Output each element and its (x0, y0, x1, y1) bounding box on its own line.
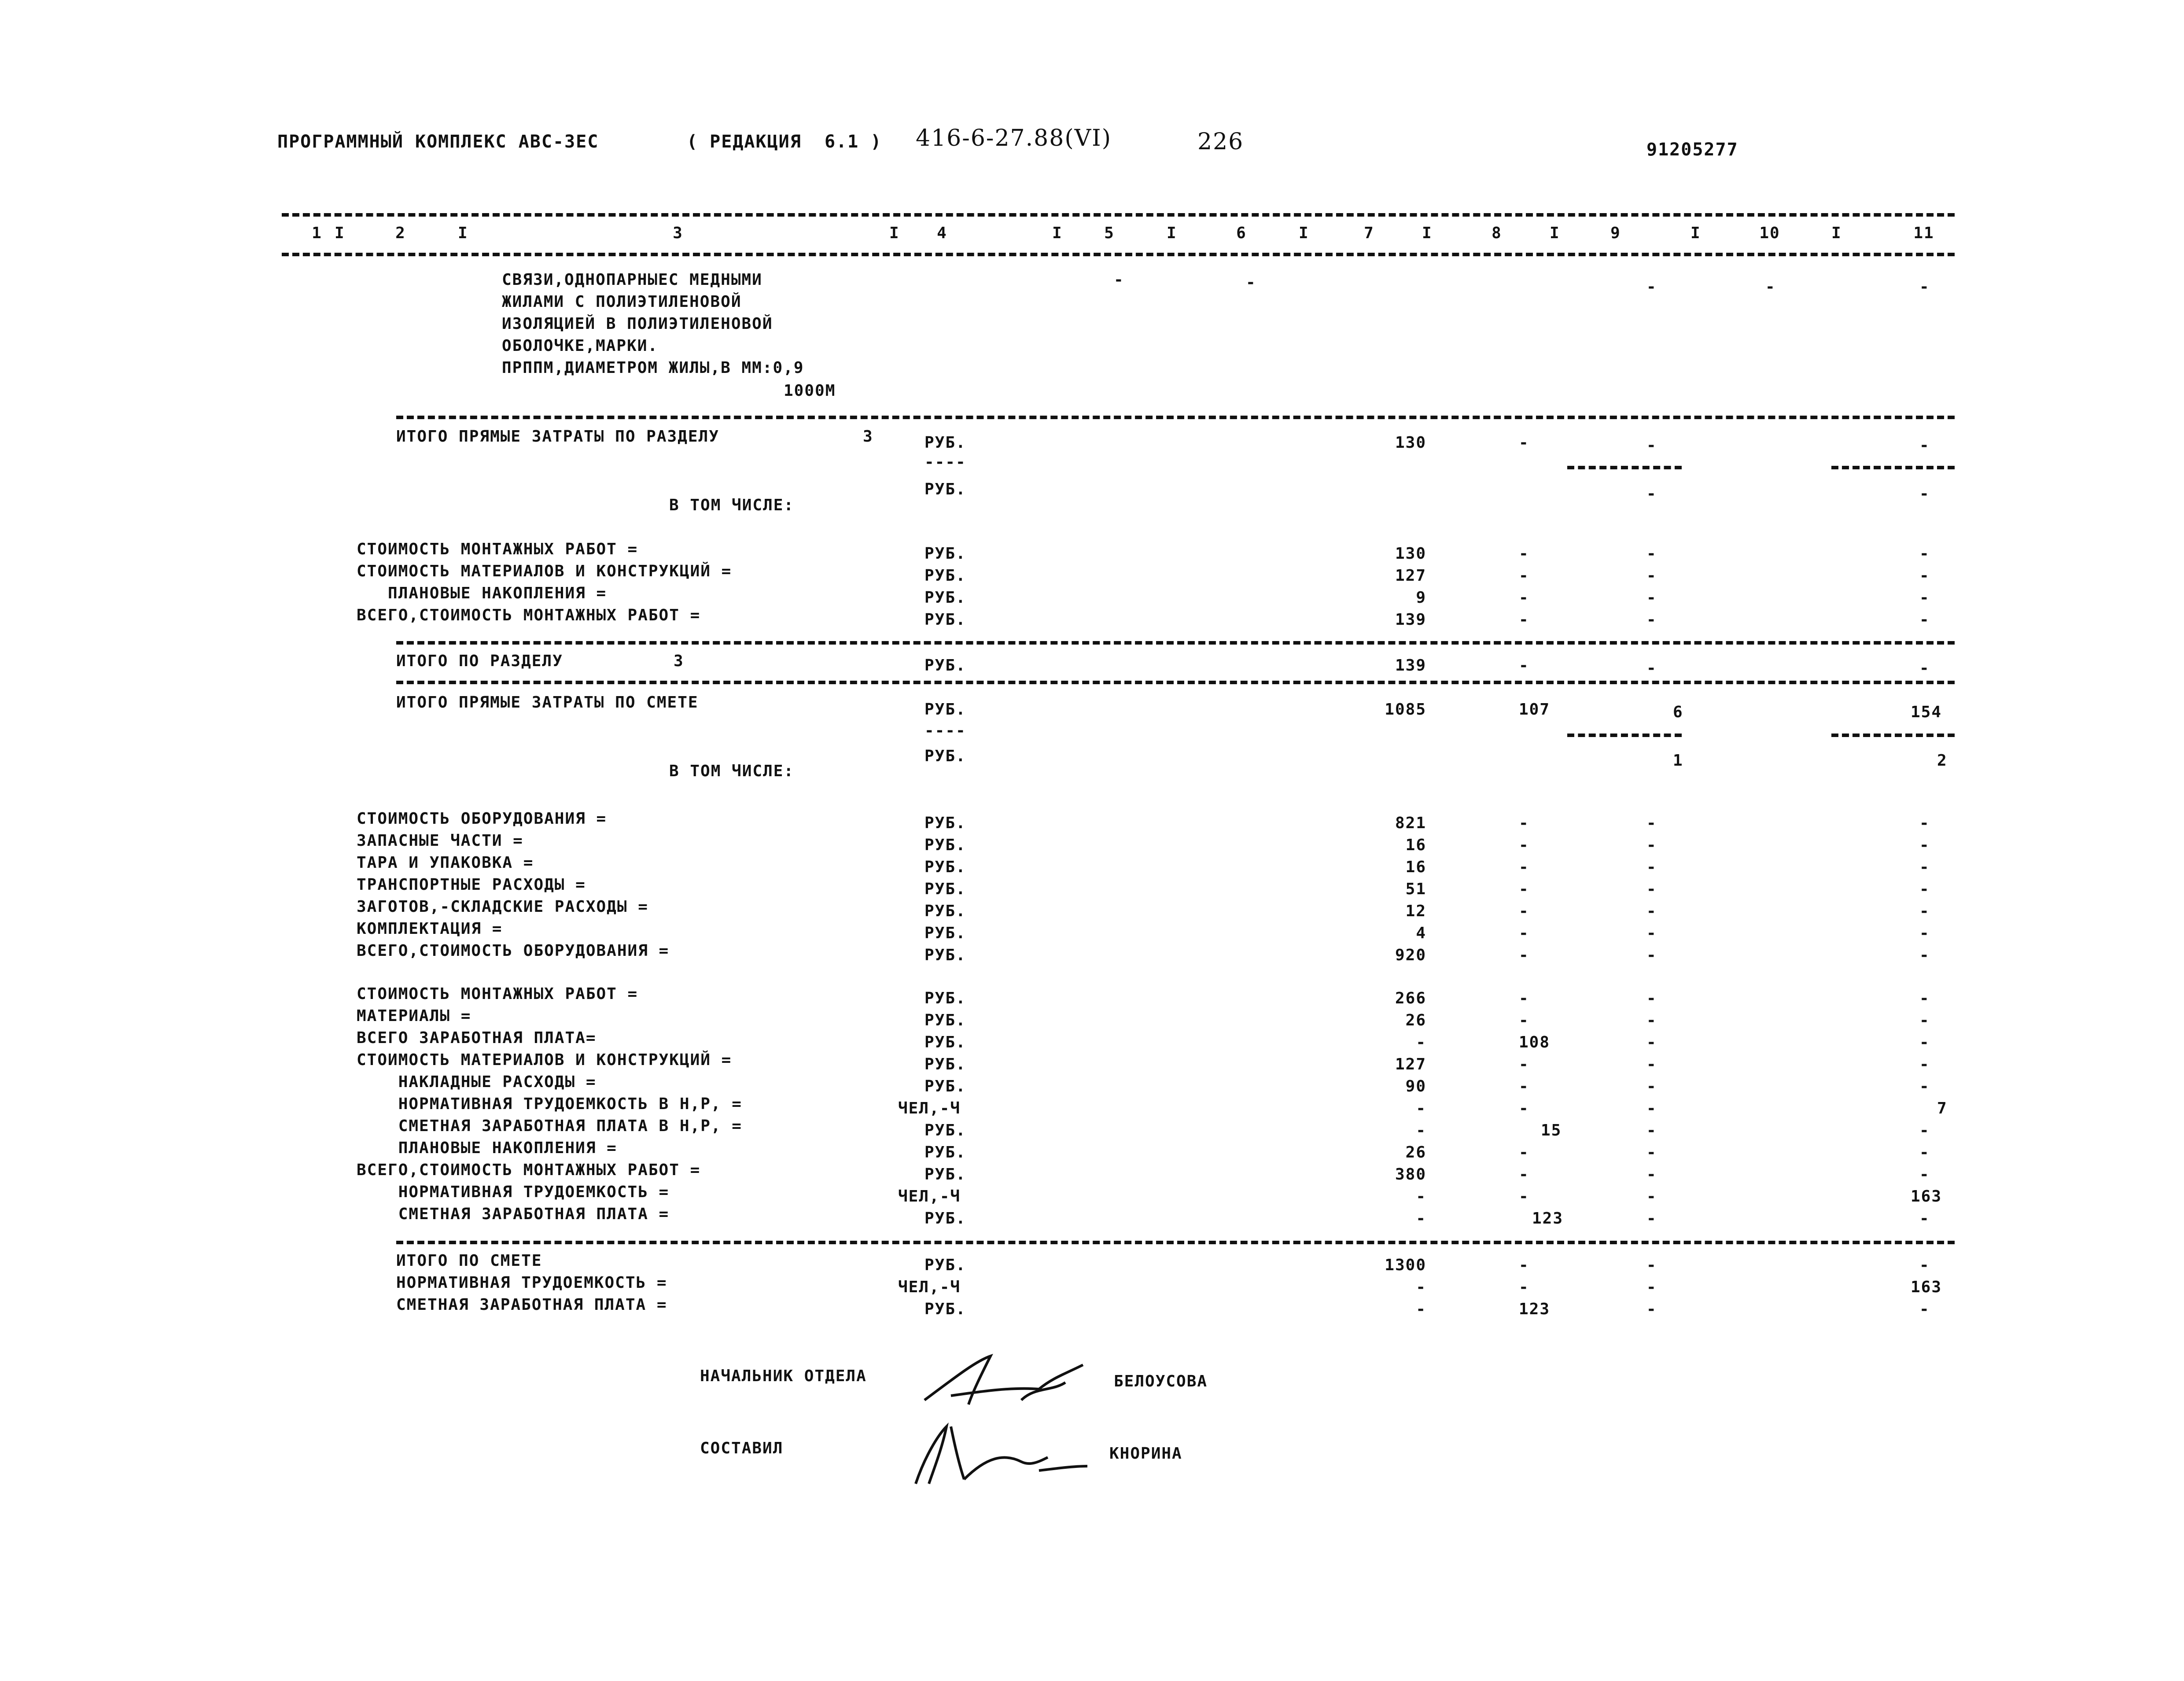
col-number: 1 (312, 224, 322, 242)
compiler-name: КНОРИНА (1109, 1445, 1182, 1463)
col-number: 4 (937, 224, 947, 242)
col-number: 8 (1492, 224, 1502, 242)
compiler-label: СОСТАВИЛ (700, 1439, 784, 1457)
program-name: ПРОГРАММНЫЙ КОМПЛЕКС АВС-3ЕС (277, 132, 599, 152)
head-name: БЕЛОУСОВА (1114, 1372, 1208, 1390)
col-number: 5 (1104, 224, 1115, 242)
estimate-page: ПРОГРАММНЫЙ КОМПЛЕКС АВС-3ЕС ( РЕДАКЦИЯ 6.1 ) 416-6-27.88(VI) 226 91205277 1 2 3 4 5 6 7 8 9 10 11 I I I I I I I I I I СВЯЗИ,ОДНОПАРНЫЕС МЕДНЫМИ ЖИЛАМИ С ПОЛИЭТИЛЕНОВОЙ ИЗОЛЯЦИЕЙ В ПОЛИЭТИЛЕНОВОЙ ОБОЛОЧКЕ,МАРКИ. ПРППМ,ДИАМЕТРОМ ЖИЛЫ,В ММ:0,9 1000М - - - - - ИТОГО ПРЯМЫЕ ЗАТРАТЫ ПО РАЗДЕЛУ 3 РУБ. 130 - - - ---- РУБ. - - В ТОМ ЧИСЛЕ: СТОИМОСТЬ МОНТАЖНЫХ РАБОТ = РУБ. 130 - - - СТОИМОСТЬ МАТЕРИАЛОВ И КОНСТРУКЦИЙ = РУБ. 127 - - - ПЛАНОВЫЕ НАКОПЛЕНИЯ = РУБ. 9 - - - ВСЕГО,СТОИМОСТЬ МОНТАЖНЫХ РАБОТ = РУБ. 139 - - - ИТОГО ПО РАЗДЕЛУ 3 РУБ. 139 - - - ИТОГО ПРЯМЫЕ ЗАТРАТЫ ПО СМЕТЕ РУБ. 1085 107 6 154 ---- РУБ. 1 2 В ТОМ ЧИСЛЕ: СТОИМОСТЬ ОБОРУДОВАНИЯ = РУБ. 821 - - - ЗАПАСНЫЕ ЧАСТИ = РУБ. 16 - - - ТАРА И УПАКОВКА = РУБ. 16 - - - ТРАНСПОРТНЫЕ РАСХОДЫ = РУБ. 51 - - - ЗАГОТОВ,-СКЛАДСКИЕ РАСХОДЫ = РУБ. 12 - - - КОМПЛЕКТАЦИЯ = РУБ. 4 - - - ВСЕГО,СТОИМОСТЬ ОБОРУДОВАНИЯ = РУБ. 920 - - - СТОИМОСТЬ МОНТАЖНЫХ РАБОТ = РУБ. 266 - - - МАТЕРИАЛЫ = РУБ. 26 - - - ВСЕГО ЗАРАБОТНАЯ ПЛАТА= РУБ. - 108 - - СТОИМОСТЬ МАТЕРИАЛОВ И КОНСТРУКЦИЙ = РУБ. 127 - - - НАКЛАДНЫЕ РАСХОДЫ = РУБ. 90 - - - НОРМАТИВНАЯ ТРУДОЕМКОСТЬ В Н,Р, = ЧЕЛ,-Ч - - - 7 СМЕТНАЯ ЗАРАБОТНАЯ ПЛАТА В Н,Р, = РУБ. - 15 - - ПЛАНОВЫЕ НАКОПЛЕНИЯ = РУБ. 26 - - - ВСЕГО,СТОИМОСТЬ МОНТАЖНЫХ РАБОТ = РУБ. 380 - - - НОРМАТИВНАЯ ТРУДОЕМКОСТЬ = ЧЕЛ,-Ч - - - 163 СМЕТНАЯ ЗАРАБОТНАЯ ПЛАТА = РУБ. - 123 - - ИТОГО ПО СМЕТЕ РУБ. 1300 - - - НОРМАТИВНАЯ ТРУДОЕМКОСТЬ = ЧЕЛ,-Ч - - - 163 СМЕТНАЯ ЗАРАБОТНАЯ ПЛАТА = РУБ. - 123 - - НАЧАЛЬНИК ОТДЕЛА БЕЛОУСОВА СОСТАВИЛ КНОРИНА (0, 0, 2184, 1681)
col-number: 2 (395, 224, 406, 242)
col-number: 9 (1610, 224, 1621, 242)
doc-id: 91205277 (1646, 140, 1738, 160)
including-label: В ТОМ ЧИСЛЕ: (669, 496, 795, 514)
head-label: НАЧАЛЬНИК ОТДЕЛА (700, 1367, 867, 1385)
including-label: В ТОМ ЧИСЛЕ: (669, 762, 795, 780)
col-number: 6 (1236, 224, 1247, 242)
page-number: 226 (1197, 129, 1244, 155)
col-number: 7 (1364, 224, 1374, 242)
col-number: 3 (673, 224, 683, 242)
col-number: 11 (1913, 224, 1934, 242)
rule (282, 253, 1955, 256)
rule (282, 213, 1955, 217)
rule (396, 416, 1955, 419)
signature-head-image (907, 1347, 1092, 1418)
doc-code: 416-6-27.88(VI) (916, 125, 1112, 151)
signature-compiler-image (898, 1418, 1092, 1493)
col-number: 10 (1759, 224, 1780, 242)
edition: ( РЕДАКЦИЯ 6.1 ) (687, 132, 882, 152)
